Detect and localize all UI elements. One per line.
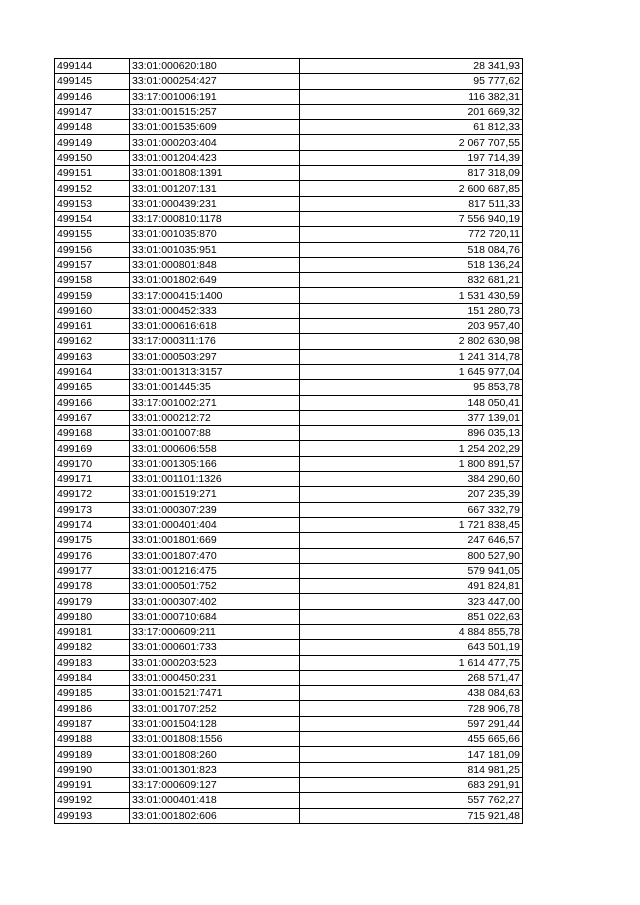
value-cell: 2 600 687,85 — [300, 181, 523, 196]
cadastral-number-cell: 33:01:000254:427 — [130, 74, 300, 89]
row-id-cell: 499166 — [55, 395, 130, 410]
value-cell: 384 290,60 — [300, 472, 523, 487]
row-id-cell: 499158 — [55, 273, 130, 288]
cadastral-number-cell: 33:01:001808:260 — [130, 747, 300, 762]
row-id-cell: 499175 — [55, 533, 130, 548]
table-row — [55, 548, 523, 563]
value-cell: 207 235,39 — [300, 487, 523, 502]
data-table — [54, 58, 523, 824]
value-cell: 95 777,62 — [300, 74, 523, 89]
value-cell: 151 280,73 — [300, 303, 523, 318]
row-id-cell: 499162 — [55, 334, 130, 349]
row-id-cell: 499155 — [55, 227, 130, 242]
table-row — [55, 563, 523, 578]
value-cell: 1 645 977,04 — [300, 364, 523, 379]
cadastral-number-cell: 33:17:001006:191 — [130, 89, 300, 104]
row-id-cell: 499191 — [55, 777, 130, 792]
row-id-cell: 499181 — [55, 624, 130, 639]
row-id-cell: 499172 — [55, 487, 130, 502]
cadastral-number-cell: 33:01:001305:166 — [130, 456, 300, 471]
row-id-cell: 499144 — [55, 59, 130, 74]
value-cell: 557 762,27 — [300, 793, 523, 808]
value-cell: 116 382,31 — [300, 89, 523, 104]
cadastral-number-cell: 33:01:000439:231 — [130, 196, 300, 211]
cadastral-number-cell: 33:01:001802:606 — [130, 808, 300, 823]
value-cell: 772 720,11 — [300, 227, 523, 242]
cadastral-number-cell: 33:01:000307:402 — [130, 594, 300, 609]
cadastral-number-cell: 33:01:001216:475 — [130, 563, 300, 578]
cadastral-number-cell: 33:01:001707:252 — [130, 701, 300, 716]
value-cell: 4 884 855,78 — [300, 624, 523, 639]
value-cell: 597 291,44 — [300, 716, 523, 731]
table-body — [55, 59, 523, 824]
cadastral-number-cell: 33:17:000311:176 — [130, 334, 300, 349]
row-id-cell: 499150 — [55, 150, 130, 165]
row-id-cell: 499174 — [55, 517, 130, 532]
value-cell: 832 681,21 — [300, 273, 523, 288]
cadastral-number-cell: 33:01:001535:609 — [130, 120, 300, 135]
row-id-cell: 499184 — [55, 670, 130, 685]
cadastral-number-cell: 33:01:001504:128 — [130, 716, 300, 731]
table-row — [55, 364, 523, 379]
value-cell: 377 139,01 — [300, 410, 523, 425]
table-row — [55, 670, 523, 685]
table-row — [55, 150, 523, 165]
cadastral-number-cell: 33:01:000401:418 — [130, 793, 300, 808]
table-row — [55, 456, 523, 471]
cadastral-number-cell: 33:01:001204:423 — [130, 150, 300, 165]
table-row — [55, 701, 523, 716]
table-row — [55, 808, 523, 823]
table-row — [55, 487, 523, 502]
table-row — [55, 686, 523, 701]
cadastral-number-cell: 33:17:000609:211 — [130, 624, 300, 639]
table-row — [55, 89, 523, 104]
value-cell: 2 802 630,98 — [300, 334, 523, 349]
table-row — [55, 579, 523, 594]
value-cell: 1 614 477,75 — [300, 655, 523, 670]
cadastral-number-cell: 33:01:000501:752 — [130, 579, 300, 594]
value-cell: 518 084,76 — [300, 242, 523, 257]
row-id-cell: 499169 — [55, 441, 130, 456]
value-cell: 491 824,81 — [300, 579, 523, 594]
value-cell: 814 981,25 — [300, 762, 523, 777]
row-id-cell: 499190 — [55, 762, 130, 777]
table-row — [55, 74, 523, 89]
row-id-cell: 499146 — [55, 89, 130, 104]
value-cell: 667 332,79 — [300, 502, 523, 517]
table-row — [55, 426, 523, 441]
value-cell: 323 447,00 — [300, 594, 523, 609]
cadastral-number-cell: 33:17:000415:1400 — [130, 288, 300, 303]
row-id-cell: 499168 — [55, 426, 130, 441]
row-id-cell: 499186 — [55, 701, 130, 716]
value-cell: 1 721 838,45 — [300, 517, 523, 532]
row-id-cell: 499171 — [55, 472, 130, 487]
cadastral-number-cell: 33:01:000212:72 — [130, 410, 300, 425]
table-row — [55, 640, 523, 655]
cadastral-number-cell: 33:01:001808:1556 — [130, 732, 300, 747]
row-id-cell: 499157 — [55, 257, 130, 272]
value-cell: 438 084,63 — [300, 686, 523, 701]
cadastral-number-cell: 33:01:001007:88 — [130, 426, 300, 441]
cadastral-number-cell: 33:17:000810:1178 — [130, 211, 300, 226]
value-cell: 1 254 202,29 — [300, 441, 523, 456]
table-row — [55, 517, 523, 532]
cadastral-number-cell: 33:01:001101:1326 — [130, 472, 300, 487]
table-row — [55, 273, 523, 288]
value-cell: 455 665,66 — [300, 732, 523, 747]
value-cell: 800 527,90 — [300, 548, 523, 563]
value-cell: 817 511,33 — [300, 196, 523, 211]
row-id-cell: 499177 — [55, 563, 130, 578]
cadastral-number-cell: 33:01:001802:649 — [130, 273, 300, 288]
row-id-cell: 499161 — [55, 319, 130, 334]
value-cell: 147 181,09 — [300, 747, 523, 762]
cadastral-number-cell: 33:01:000203:404 — [130, 135, 300, 150]
value-cell: 817 318,09 — [300, 166, 523, 181]
row-id-cell: 499188 — [55, 732, 130, 747]
table-row — [55, 395, 523, 410]
table-row — [55, 166, 523, 181]
row-id-cell: 499145 — [55, 74, 130, 89]
table-row — [55, 716, 523, 731]
row-id-cell: 499178 — [55, 579, 130, 594]
table-row — [55, 59, 523, 74]
cadastral-number-cell: 33:17:001002:271 — [130, 395, 300, 410]
cadastral-number-cell: 33:01:000710:684 — [130, 609, 300, 624]
value-cell: 1 241 314,78 — [300, 349, 523, 364]
value-cell: 2 067 707,55 — [300, 135, 523, 150]
cadastral-number-cell: 33:01:001313:3157 — [130, 364, 300, 379]
value-cell: 203 957,40 — [300, 319, 523, 334]
table-row — [55, 181, 523, 196]
cadastral-number-cell: 33:01:001519:271 — [130, 487, 300, 502]
value-cell: 1 800 891,57 — [300, 456, 523, 471]
row-id-cell: 499148 — [55, 120, 130, 135]
value-cell: 1 531 430,59 — [300, 288, 523, 303]
value-cell: 728 906,78 — [300, 701, 523, 716]
cadastral-number-cell: 33:17:000609:127 — [130, 777, 300, 792]
table-row — [55, 594, 523, 609]
cadastral-number-cell: 33:01:000620:180 — [130, 59, 300, 74]
value-cell: 518 136,24 — [300, 257, 523, 272]
row-id-cell: 499182 — [55, 640, 130, 655]
cadastral-number-cell: 33:01:000203:523 — [130, 655, 300, 670]
row-id-cell: 499152 — [55, 181, 130, 196]
row-id-cell: 499149 — [55, 135, 130, 150]
row-id-cell: 499192 — [55, 793, 130, 808]
cadastral-number-cell: 33:01:000606:558 — [130, 441, 300, 456]
cadastral-number-cell: 33:01:001445:35 — [130, 380, 300, 395]
cadastral-number-cell: 33:01:000503:297 — [130, 349, 300, 364]
value-cell: 148 050,41 — [300, 395, 523, 410]
row-id-cell: 499160 — [55, 303, 130, 318]
table-row — [55, 303, 523, 318]
value-cell: 95 853,78 — [300, 380, 523, 395]
cadastral-number-cell: 33:01:000452:333 — [130, 303, 300, 318]
row-id-cell: 499167 — [55, 410, 130, 425]
value-cell: 683 291,91 — [300, 777, 523, 792]
table-row — [55, 441, 523, 456]
value-cell: 61 812,33 — [300, 120, 523, 135]
table-row — [55, 502, 523, 517]
table-row — [55, 793, 523, 808]
row-id-cell: 499163 — [55, 349, 130, 364]
table-row — [55, 655, 523, 670]
value-cell: 715 921,48 — [300, 808, 523, 823]
cadastral-number-cell: 33:01:001801:669 — [130, 533, 300, 548]
cadastral-number-cell: 33:01:000616:618 — [130, 319, 300, 334]
table-row — [55, 242, 523, 257]
value-cell: 197 714,39 — [300, 150, 523, 165]
table-row — [55, 135, 523, 150]
row-id-cell: 499165 — [55, 380, 130, 395]
cadastral-number-cell: 33:01:000401:404 — [130, 517, 300, 532]
cadastral-number-cell: 33:01:001515:257 — [130, 104, 300, 119]
table-row — [55, 288, 523, 303]
value-cell: 268 571,47 — [300, 670, 523, 685]
value-cell: 28 341,93 — [300, 59, 523, 74]
table-row — [55, 104, 523, 119]
cadastral-number-cell: 33:01:001807:470 — [130, 548, 300, 563]
table-row — [55, 349, 523, 364]
row-id-cell: 499154 — [55, 211, 130, 226]
row-id-cell: 499176 — [55, 548, 130, 563]
value-cell: 247 646,57 — [300, 533, 523, 548]
table-row — [55, 777, 523, 792]
table-row — [55, 410, 523, 425]
value-cell: 201 669,32 — [300, 104, 523, 119]
table-row — [55, 472, 523, 487]
table-row — [55, 120, 523, 135]
row-id-cell: 499156 — [55, 242, 130, 257]
cadastral-number-cell: 33:01:001301:823 — [130, 762, 300, 777]
table-row — [55, 732, 523, 747]
value-cell: 7 556 940,19 — [300, 211, 523, 226]
value-cell: 896 035,13 — [300, 426, 523, 441]
row-id-cell: 499179 — [55, 594, 130, 609]
row-id-cell: 499193 — [55, 808, 130, 823]
table-row — [55, 319, 523, 334]
cadastral-number-cell: 33:01:001521:7471 — [130, 686, 300, 701]
table-row — [55, 380, 523, 395]
row-id-cell: 499183 — [55, 655, 130, 670]
row-id-cell: 499153 — [55, 196, 130, 211]
table-row — [55, 533, 523, 548]
cadastral-number-cell: 33:01:001035:951 — [130, 242, 300, 257]
row-id-cell: 499173 — [55, 502, 130, 517]
value-cell: 851 022,63 — [300, 609, 523, 624]
row-id-cell: 499164 — [55, 364, 130, 379]
cadastral-number-cell: 33:01:000601:733 — [130, 640, 300, 655]
row-id-cell: 499180 — [55, 609, 130, 624]
table-row — [55, 257, 523, 272]
table-row — [55, 211, 523, 226]
row-id-cell: 499187 — [55, 716, 130, 731]
cadastral-number-cell: 33:01:001207:131 — [130, 181, 300, 196]
table-row — [55, 624, 523, 639]
table-row — [55, 196, 523, 211]
value-cell: 643 501,19 — [300, 640, 523, 655]
row-id-cell: 499170 — [55, 456, 130, 471]
row-id-cell: 499159 — [55, 288, 130, 303]
value-cell: 579 941,05 — [300, 563, 523, 578]
table-row — [55, 762, 523, 777]
table-row — [55, 334, 523, 349]
table-row — [55, 609, 523, 624]
row-id-cell: 499189 — [55, 747, 130, 762]
table-row — [55, 227, 523, 242]
cadastral-number-cell: 33:01:000801:848 — [130, 257, 300, 272]
cadastral-number-cell: 33:01:000307:239 — [130, 502, 300, 517]
cadastral-number-cell: 33:01:001035:870 — [130, 227, 300, 242]
row-id-cell: 499185 — [55, 686, 130, 701]
cadastral-number-cell: 33:01:000450:231 — [130, 670, 300, 685]
row-id-cell: 499151 — [55, 166, 130, 181]
cadastral-number-cell: 33:01:001808:1391 — [130, 166, 300, 181]
table-row — [55, 747, 523, 762]
row-id-cell: 499147 — [55, 104, 130, 119]
